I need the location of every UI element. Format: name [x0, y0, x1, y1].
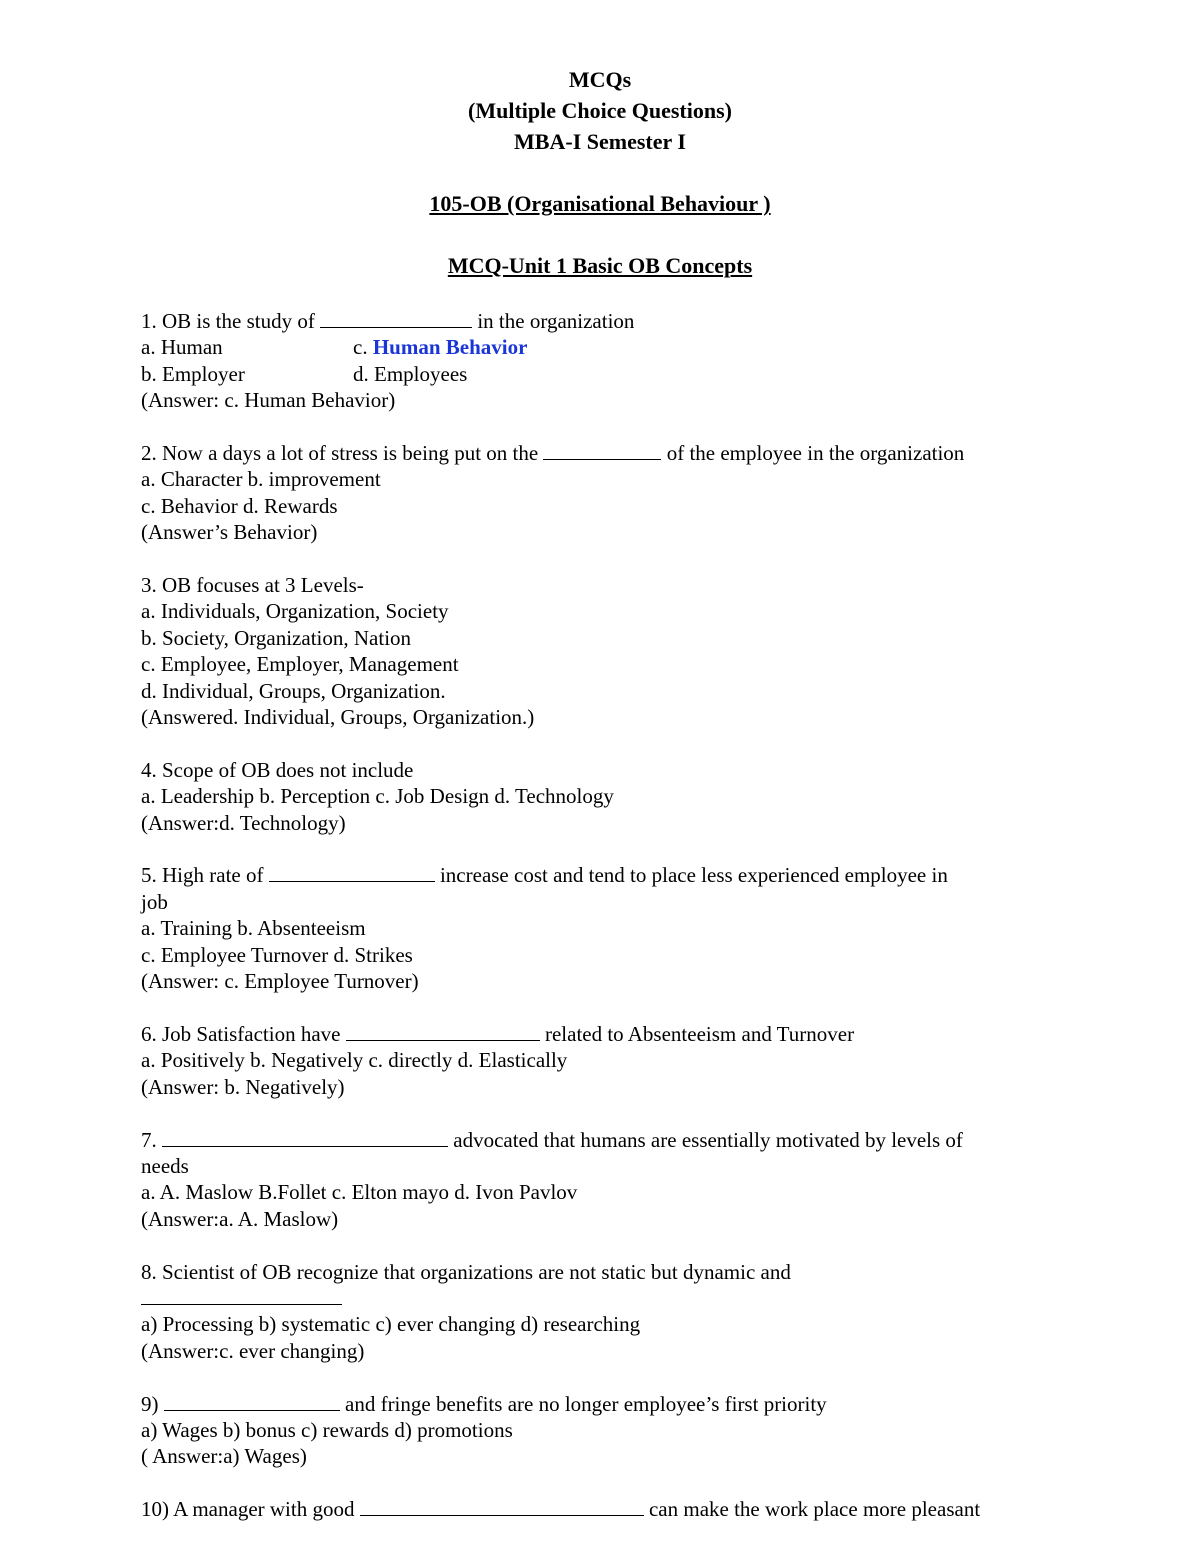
q5-stem-c: job: [141, 889, 168, 914]
question-1: [141, 308, 1061, 414]
question-2: [141, 440, 1061, 546]
course-title: 105-OB (Organisational Behaviour ): [429, 191, 771, 216]
q1-stem-b: in the organization: [472, 309, 635, 333]
q1-option-c-highlight: Human Behavior: [372, 335, 528, 360]
q1-option-c-prefix: c.: [353, 335, 373, 360]
q1-stem-a: 1. OB is the study of: [141, 309, 321, 333]
question-7: [141, 1127, 1061, 1233]
q3-option-d: d. Individual, Groups, Organization.: [141, 678, 446, 703]
q10-stem: [141, 1496, 1061, 1522]
q1-stem: [141, 308, 1061, 334]
q7-stem-c: needs: [141, 1153, 189, 1178]
q3-option-a: a. Individuals, Organization, Society: [141, 599, 449, 624]
q1-option-b: b. Employer: [141, 361, 245, 386]
q5-blank: [269, 862, 435, 882]
q2-stem-b: of the employee in the organization: [661, 441, 965, 466]
question-6: [141, 1021, 1061, 1100]
q3-stem: 3. OB focuses at 3 Levels-: [141, 573, 364, 598]
q9-options: a) Wages b) bonus c) rewards d) promotions: [141, 1417, 513, 1442]
q9-answer: ( Answer:a) Wages): [141, 1444, 307, 1469]
q1-option-d: d. Employees: [353, 361, 468, 386]
q7-answer: (Answer:a. A. Maslow): [141, 1206, 339, 1231]
q1-option-c: [353, 335, 527, 359]
q5-answer: (Answer: c. Employee Turnover): [141, 969, 419, 994]
q9-stem-b: and fringe benefits are no longer employee’s first priority: [339, 1391, 827, 1416]
question-8: [141, 1259, 1061, 1365]
q7-stem-a: 7.: [141, 1127, 162, 1152]
q7-stem: [141, 1127, 1061, 1153]
q8-blank: [141, 1285, 342, 1305]
q1-options-row2: [141, 361, 1061, 387]
q5-options-1: a. Training b. Absenteeism: [141, 916, 366, 941]
q2-answer: (Answer’s Behavior): [141, 520, 318, 545]
q8-options: a) Processing b) systematic c) ever changing d) researching: [141, 1312, 641, 1337]
q10-blank: [360, 1496, 644, 1516]
question-4: [141, 757, 1061, 836]
q2-options-1: a. Character b. improvement: [141, 467, 381, 492]
q6-options: a. Positively b. Negatively c. directly d. Elastically: [141, 1048, 568, 1073]
title-subtitle: (Multiple Choice Questions): [468, 98, 732, 123]
questions-body: [141, 308, 1061, 1549]
title-semester: MBA-I Semester I: [514, 129, 686, 154]
q3-answer: (Answered. Individual, Groups, Organization.): [141, 705, 535, 730]
q10-stem-a: 10) A manager with good: [141, 1497, 360, 1522]
document-header: [0, 64, 1200, 281]
question-9: [141, 1391, 1061, 1470]
q10-stem-b: can make the work place more pleasant: [643, 1497, 981, 1522]
question-10: [141, 1496, 1061, 1522]
q1-blank: [320, 308, 472, 328]
q1-answer: (Answer: c. Human Behavior): [141, 388, 396, 413]
q5-options-2: c. Employee Turnover d. Strikes: [141, 942, 413, 967]
q5-stem: [141, 862, 1061, 888]
q9-stem-a: 9): [141, 1391, 164, 1416]
q8-blank-line: [141, 1285, 1061, 1311]
q6-blank: [346, 1021, 540, 1041]
q8-stem: 8. Scientist of OB recognize that organizations are not static but dynamic and: [141, 1259, 791, 1284]
q1-options-row1: [141, 334, 1061, 360]
q4-answer: (Answer:d. Technology): [141, 810, 346, 835]
q2-stem-a: 2. Now a days a lot of stress is being put on the: [141, 441, 544, 466]
question-5: [141, 862, 1061, 994]
title-mcqs: MCQs: [568, 67, 632, 92]
q1-option-a: a. Human: [141, 335, 223, 360]
q7-stem-b: advocated that humans are essentially motivated by levels of: [448, 1127, 963, 1152]
q7-options: a. A. Maslow B.Follet c. Elton mayo d. Ivon Pavlov: [141, 1180, 578, 1205]
q7-blank: [162, 1127, 448, 1147]
q2-stem: [141, 440, 1061, 466]
question-3: [141, 572, 1061, 730]
spacer: [0, 219, 1200, 250]
spacer: [0, 157, 1200, 188]
q6-stem-b: related to Absenteeism and Turnover: [539, 1021, 855, 1046]
q8-answer: (Answer:c. ever changing): [141, 1338, 365, 1363]
q3-option-c: c. Employee, Employer, Management: [141, 652, 459, 677]
q6-answer: (Answer: b. Negatively): [141, 1074, 345, 1099]
q2-blank: [543, 440, 661, 460]
unit-title: MCQ-Unit 1 Basic OB Concepts: [447, 253, 753, 278]
q6-stem-a: 6. Job Satisfaction have: [141, 1021, 346, 1046]
q9-stem: [141, 1391, 1061, 1417]
q3-option-b: b. Society, Organization, Nation: [141, 625, 412, 650]
q6-stem: [141, 1021, 1061, 1047]
q5-stem-a: 5. High rate of: [141, 863, 269, 888]
q2-options-2: c. Behavior d. Rewards: [141, 493, 338, 518]
q5-stem-b: increase cost and tend to place less experienced employee in: [434, 863, 948, 888]
q9-blank: [164, 1391, 340, 1411]
q4-stem: 4. Scope of OB does not include: [141, 757, 414, 782]
q4-options: a. Leadership b. Perception c. Job Design d. Technology: [141, 784, 614, 809]
